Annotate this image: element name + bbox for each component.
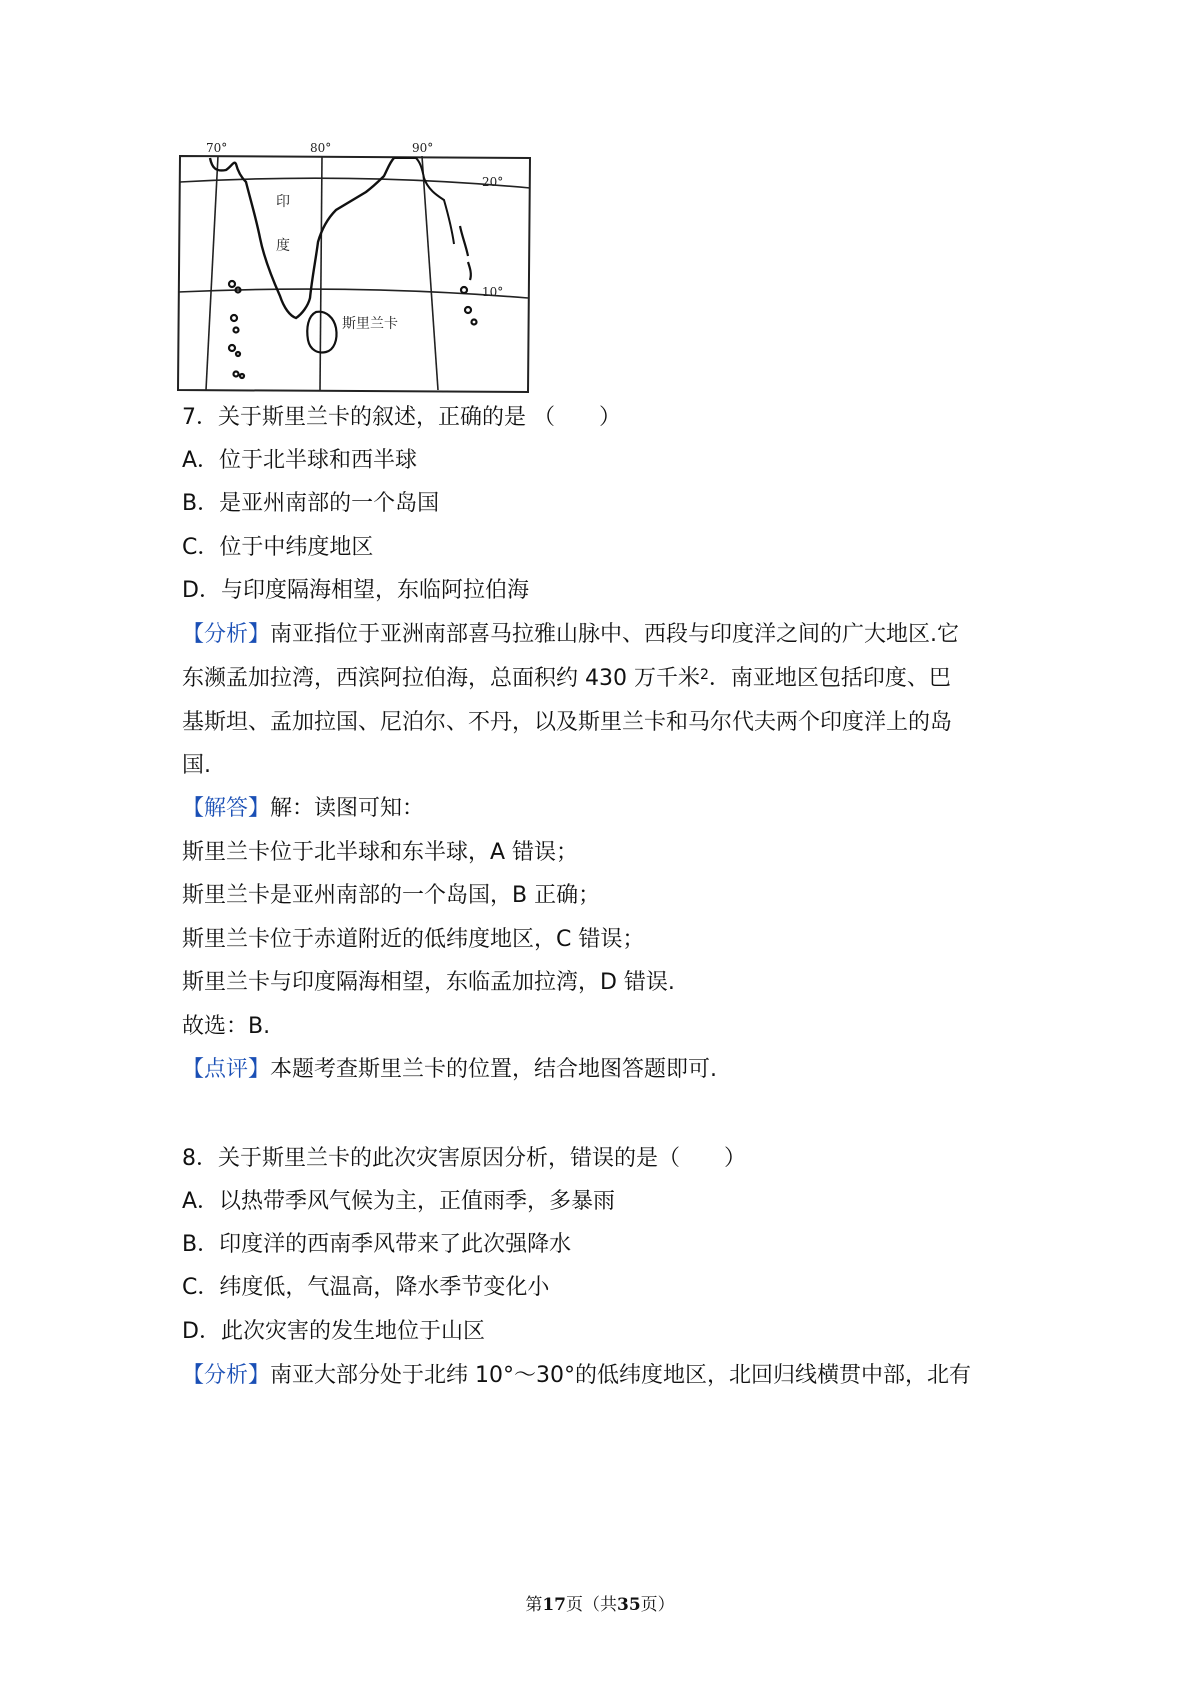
lon-label-80: 80° (310, 141, 332, 155)
map-figure (176, 138, 548, 424)
q8-option-d: D．此次灾害的发生地位于山区 (182, 1319, 485, 1344)
q7-answer-line-4: 斯里兰卡位于赤道附近的低纬度地区，C 错误； (182, 927, 645, 952)
q8-analysis-line-1 (182, 1361, 971, 1391)
answer-tag: 【解答】 (182, 796, 271, 821)
footer-suffix: 页） (640, 1595, 675, 1615)
superscript: 2 (699, 667, 709, 683)
lon-label-70: 70° (206, 141, 228, 155)
andaman-islands (460, 226, 477, 325)
q8-option-c: C．纬度低，气温高，降水季节变化小 (182, 1275, 550, 1300)
india-label-2: 度 (276, 238, 290, 254)
footer-prefix: 第 (525, 1595, 543, 1615)
page-number: 17 (542, 1595, 566, 1615)
q7-comment-line (182, 1055, 717, 1085)
meridian-80-line (320, 156, 322, 390)
q7-analysis-line-3: 基斯坦、孟加拉国、尼泊尔、不丹，以及斯里兰卡和马尔代夫两个印度洋上的岛 (182, 710, 953, 735)
q8-option-a: A．以热带季风气候为主，正值雨季，多暴雨 (182, 1189, 616, 1214)
q7-analysis-line-2 (182, 664, 951, 694)
maldives-islands (229, 281, 244, 378)
comment-text: 本题考查斯里兰卡的位置，结合地图答题即可. (270, 1057, 718, 1082)
q7-answer-line-3: 斯里兰卡是亚州南部的一个岛国，B 正确； (182, 883, 601, 908)
analysis-text: 东濒孟加拉湾，西滨阿拉伯海，总面积约 430 万千米 (182, 666, 700, 691)
q8-question: 8．关于斯里兰卡的此次灾害原因分析，错误的是（ ） (182, 1146, 746, 1171)
lat-label-20: 20° (482, 175, 504, 189)
q7-option-b: B．是亚州南部的一个岛国 (182, 491, 440, 516)
bengal-east-coast (394, 158, 454, 244)
total-pages: 35 (617, 1595, 641, 1615)
analysis-tag: 【分析】 (182, 1363, 271, 1388)
q7-option-a: A．位于北半球和西半球 (182, 448, 418, 473)
comment-tag: 【点评】 (182, 1057, 271, 1082)
q7-option-c: C．位于中纬度地区 (182, 535, 374, 560)
q7-answer-line-6: 故选：B. (182, 1014, 271, 1039)
analysis-tag: 【分析】 (182, 622, 271, 647)
analysis-text: ．南亚地区包括印度、巴 (708, 666, 951, 691)
map-frame (178, 156, 530, 392)
india-label-1: 印 (276, 194, 290, 210)
answer-text: 解：读图可知： (270, 796, 425, 821)
sri-lanka-label: 斯里兰卡 (342, 316, 398, 332)
analysis-text: 南亚指位于亚洲南部喜马拉雅山脉中、西段与印度洋之间的广大地区.它 (270, 622, 960, 647)
sri-lanka-island (307, 312, 336, 353)
q7-analysis-line-1 (182, 620, 959, 650)
q7-answer-line-2: 斯里兰卡位于北半球和东半球，A 错误； (182, 840, 579, 865)
page-footer (0, 1593, 1200, 1617)
q7-analysis-line-4: 国. (182, 753, 211, 778)
parallel-10-line (178, 289, 528, 298)
q7-answer-line-1 (182, 794, 424, 824)
q8-option-b: B．印度洋的西南季风带来了此次强降水 (182, 1232, 572, 1257)
meridian-90-line (422, 156, 438, 390)
lat-label-10: 10° (482, 285, 504, 299)
q7-answer-line-5: 斯里兰卡与印度隔海相望，东临孟加拉湾，D 错误. (182, 970, 675, 995)
india-coastline (210, 158, 394, 318)
parallel-20-line (180, 178, 530, 188)
lon-label-90: 90° (412, 141, 434, 155)
q7-option-d: D．与印度隔海相望，东临阿拉伯海 (182, 578, 529, 603)
south-asia-map (176, 138, 548, 424)
footer-mid: 页（共 (566, 1595, 617, 1615)
meridian-70-line (206, 156, 218, 390)
q7-question: 7．关于斯里兰卡的叙述，正确的是 （ ） (182, 405, 621, 430)
analysis-text: 南亚大部分处于北纬 10°～30°的低纬度地区，北回归线横贯中部，北有 (270, 1363, 971, 1388)
